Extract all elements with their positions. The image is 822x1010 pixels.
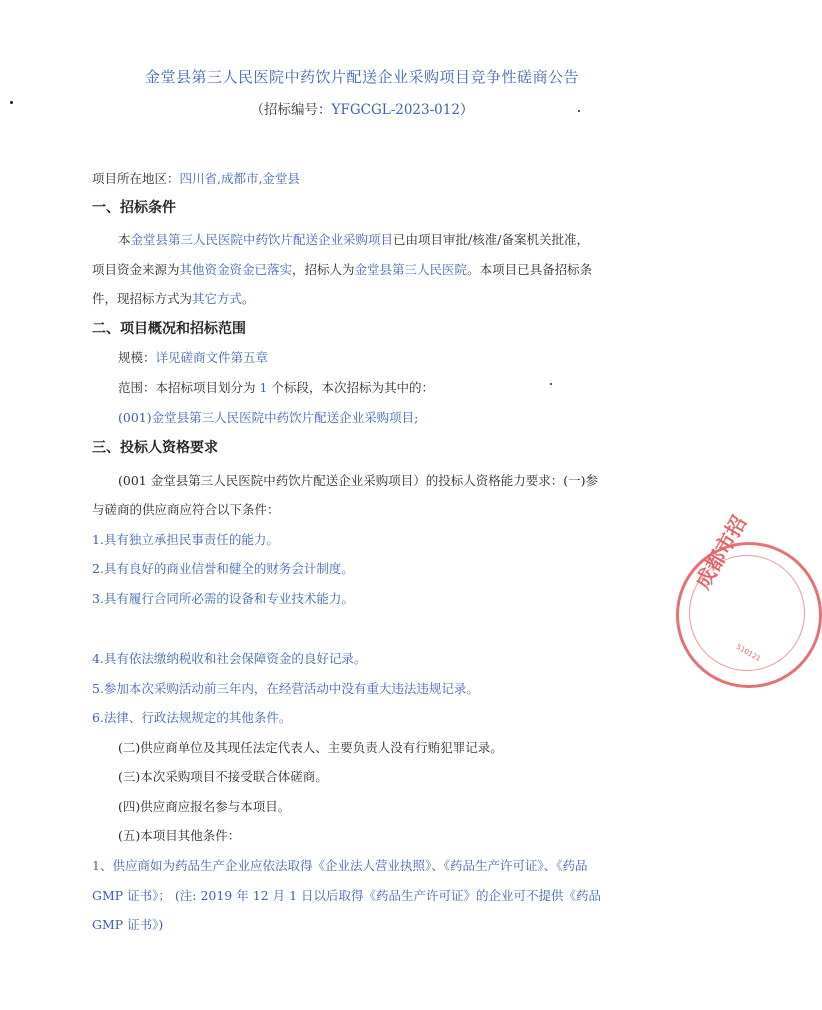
document-title: 金堂县第三人民医院中药饮片配送企业采购项目竞争性磋商公告 bbox=[144, 68, 579, 86]
section-3-heading: 三、投标人资格要求 bbox=[92, 440, 218, 456]
text: 已由项目审批/核准/备案机关批准， bbox=[393, 232, 589, 247]
qualification-item: 5.参加本次采购活动前三年内，在经营活动中没有重大违法违规记录。 bbox=[92, 681, 479, 696]
region-value: 四川省,成都市,金堂县 bbox=[179, 171, 300, 186]
project-region bbox=[92, 169, 300, 187]
lot-count: 1 bbox=[259, 380, 268, 395]
region-label: 项目所在地区： bbox=[92, 171, 180, 186]
project-name: 金堂县第三人民医院中药饮片配送企业采购项目 bbox=[130, 232, 394, 247]
text: 个标段，本次招标为其中的： bbox=[271, 380, 434, 395]
qualification-intro-line-1 bbox=[118, 471, 598, 489]
section-1-heading: 一、招标条件 bbox=[92, 200, 176, 216]
official-seal bbox=[676, 511, 822, 688]
qualification-sub-item: (五)本项目其他条件： bbox=[118, 828, 241, 843]
text: 项目资金来源为 bbox=[92, 262, 180, 277]
other-condition-line-2: GMP 证书》； (注: 2019 年 12 月 1 日以后取得《药品生产许可证》的企业可不提供《药品 bbox=[92, 888, 601, 903]
scale-label: 规模： bbox=[118, 350, 156, 365]
other-condition-line-3: GMP 证书》) bbox=[92, 917, 164, 932]
section-1-paragraph-line-1 bbox=[118, 230, 589, 248]
text: 件，现招标方式为 bbox=[92, 291, 193, 306]
tender-number-value: YFGCGL-2023-012 bbox=[331, 102, 460, 118]
text: 。 bbox=[242, 291, 255, 306]
text: 。本项目已具备招标条 bbox=[467, 262, 593, 277]
qualification-intro-line-2: 与磋商的供应商应符合以下条件： bbox=[92, 502, 280, 517]
qualification-sub-item: (四)供应商应报名参与本项目。 bbox=[118, 799, 291, 814]
text: ，招标人为 bbox=[292, 262, 355, 277]
section-2-heading: 二、项目概况和招标范围 bbox=[92, 321, 246, 337]
text: 范围：本招标项目划分为 bbox=[118, 380, 256, 395]
tender-number bbox=[0, 98, 724, 118]
tender-number-suffix: ） bbox=[459, 102, 474, 118]
qualification-item: 1.具有独立承担民事责任的能力。 bbox=[92, 532, 279, 547]
section-1-paragraph-line-3 bbox=[92, 289, 255, 307]
tender-method: 其它方式 bbox=[192, 291, 243, 306]
tender-number-prefix: （招标编号： bbox=[250, 102, 332, 118]
scale-line bbox=[118, 348, 268, 366]
text: 本 bbox=[118, 232, 131, 247]
other-condition-line-1: 1、供应商如为药品生产企业应依法取得《企业法人营业执照》、《药品生产许可证》、《药品 bbox=[92, 858, 588, 873]
official-seal-text: 成都市招 bbox=[690, 511, 752, 593]
qualification-sub-item: (三)本次采购项目不接受联合体磋商。 bbox=[118, 769, 328, 784]
section-1-paragraph-line-2 bbox=[92, 260, 592, 278]
funding-source: 其他资金资金已落实 bbox=[179, 262, 293, 277]
tenderer-name: 金堂县第三人民医院 bbox=[354, 262, 468, 277]
text: (001 金堂县第三人民医院中药饮片配送企业采购项目）的投标人资格能力要求：(一)参 bbox=[118, 473, 598, 488]
qualification-item: 2.具有良好的商业信誉和健全的财务会计制度。 bbox=[92, 561, 354, 576]
qualification-item: 3.具有履行合同所必需的设备和专业技术能力。 bbox=[92, 591, 354, 606]
scale-value: 详见磋商文件第五章 bbox=[155, 350, 269, 365]
qualification-sub-item: (二)供应商单位及其现任法定代表人、主要负责人没有行贿犯罪记录。 bbox=[118, 740, 503, 755]
scope-line bbox=[118, 378, 434, 396]
qualification-item: 4.具有依法缴纳税收和社会保障资金的良好记录。 bbox=[92, 651, 367, 666]
scan-speck bbox=[550, 383, 552, 385]
qualification-item: 6.法律、行政法规规定的其他条件。 bbox=[92, 710, 292, 725]
official-seal-code: 510121 bbox=[734, 642, 762, 664]
lot-line: (001)金堂县第三人民医院中药饮片配送企业采购项目; bbox=[118, 410, 419, 425]
